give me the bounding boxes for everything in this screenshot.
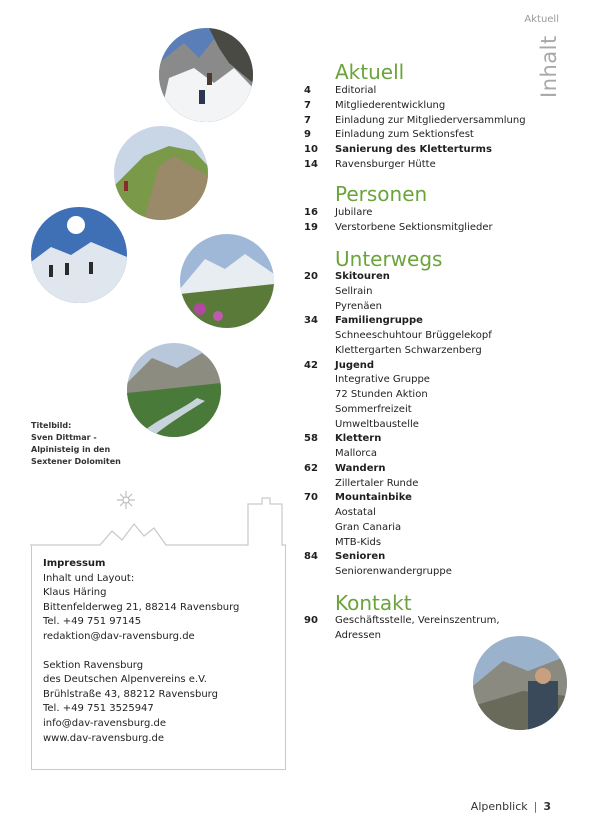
toc-entry[interactable] <box>304 388 428 402</box>
toc-entry[interactable] <box>304 462 386 476</box>
photo-ski-tour-sun <box>31 207 127 303</box>
toc-entry-title: Sommerfreizeit <box>335 403 412 415</box>
caption-line: Alpinisteig in den <box>31 445 111 454</box>
toc-entry-title: Senioren <box>335 551 386 563</box>
toc-page-number: 7 <box>304 99 311 111</box>
toc-entry[interactable] <box>304 314 423 328</box>
toc-entry-title: Mallorca <box>335 448 377 459</box>
toc-entry[interactable] <box>304 432 381 446</box>
toc-entry[interactable] <box>304 128 474 142</box>
caption-line: Titelbild: <box>31 421 72 430</box>
toc-entry-title: Ravensburger Hütte <box>335 158 436 170</box>
toc-entry-title: Einladung zur Mitgliederversammlung <box>335 114 526 126</box>
imprint-email[interactable]: info@dav-ravensburg.de <box>43 717 166 729</box>
section-title-kontakt: Kontakt <box>335 591 412 615</box>
toc-page-number: 34 <box>304 315 318 327</box>
toc-entry[interactable] <box>304 158 436 172</box>
section-title-personen: Personen <box>335 182 428 206</box>
toc-page-number: 42 <box>304 359 318 371</box>
toc-entry[interactable] <box>304 329 492 343</box>
photo-glacier-flowers <box>180 234 274 328</box>
toc-page-number: 70 <box>304 492 318 504</box>
toc-entry-title: Klettergarten Schwarzenberg <box>335 344 482 356</box>
toc-page-number: 4 <box>304 85 311 96</box>
section-title-aktuell: Aktuell <box>335 60 405 84</box>
imprint-title: Impressum <box>43 558 106 569</box>
toc-entry[interactable] <box>304 614 500 628</box>
imprint-line: Tel. +49 751 3525947 <box>43 703 154 715</box>
toc-entry-title: Einladung zum Sektionsfest <box>335 129 474 141</box>
toc-entry-title: Geschäftsstelle, Vereinszentrum, <box>335 615 500 626</box>
toc-entry[interactable] <box>304 536 381 550</box>
imprint-line: Brühlstraße 43, 88212 Ravensburg <box>43 688 218 700</box>
toc-entry-title: Adressen <box>335 629 381 641</box>
toc-entry[interactable] <box>304 418 419 432</box>
page-number: 3 <box>543 800 551 813</box>
toc-page-number: 9 <box>304 129 311 141</box>
imprint-line: Sektion Ravensburg <box>43 659 144 671</box>
imprint-website[interactable]: www.dav-ravensburg.de <box>43 732 165 744</box>
edelweiss-icon <box>117 491 135 509</box>
toc-page-number: 14 <box>304 158 318 170</box>
toc-entry-title: Sellrain <box>335 285 373 297</box>
toc-entry[interactable] <box>304 629 381 643</box>
toc-entry[interactable] <box>304 221 493 235</box>
toc-entry-title: Seniorenwandergruppe <box>335 566 452 577</box>
toc-entry[interactable] <box>304 84 376 98</box>
toc-entry[interactable] <box>304 143 492 157</box>
toc-entry-title: Wandern <box>335 462 386 474</box>
toc-entry[interactable] <box>304 447 377 461</box>
imprint-line: des Deutschen Alpenvereins e.V. <box>43 674 207 686</box>
toc-entry-title: Verstorbene Sektionsmitglieder <box>335 221 493 233</box>
caption-line: Sextener Dolomiten <box>31 457 121 466</box>
toc-entry[interactable] <box>304 550 385 564</box>
toc-entry[interactable] <box>304 270 390 284</box>
toc-page-number: 7 <box>304 114 311 126</box>
toc-entry[interactable] <box>304 285 372 299</box>
imprint-line: Inhalt und Layout: <box>43 572 135 584</box>
toc-entry[interactable] <box>304 565 452 579</box>
photo-valley-stream <box>127 343 221 437</box>
toc-entry-title: Editorial <box>335 85 377 96</box>
toc-entry[interactable] <box>304 373 430 387</box>
toc-entry-title: Klettern <box>335 433 382 445</box>
photo-snow-climb <box>159 28 253 122</box>
toc-page-number: 20 <box>304 271 318 282</box>
toc-entry-title: Integrative Gruppe <box>335 374 430 386</box>
toc-entry[interactable] <box>304 344 482 358</box>
section-label: Aktuell <box>524 14 559 25</box>
toc-page-number: 16 <box>304 207 318 218</box>
toc-entry-title: Pyrenäen <box>335 300 382 312</box>
toc-entry-title: Zillertaler Runde <box>335 477 419 489</box>
photo-mountain-rest <box>473 636 567 730</box>
toc-entry[interactable] <box>304 300 382 314</box>
imprint <box>43 557 239 746</box>
photo-ridge-hike <box>114 126 208 220</box>
toc-entry[interactable] <box>304 521 401 535</box>
imprint-line: Klaus Häring <box>43 587 107 599</box>
toc-page-number: 10 <box>304 144 318 155</box>
toc-entry[interactable] <box>304 506 376 520</box>
toc-entry-title: Aostatal <box>335 507 376 518</box>
toc-entry-title: Umweltbaustelle <box>335 418 419 430</box>
page-footer <box>471 800 551 813</box>
toc-entry[interactable] <box>304 491 412 505</box>
toc-entry[interactable] <box>304 403 412 417</box>
cover-caption <box>31 420 121 468</box>
toc-entry-title: Jubilare <box>335 207 373 218</box>
toc-page-number: 84 <box>304 551 318 563</box>
toc-entry-title: Sanierung des Kletterturms <box>335 144 492 155</box>
vertical-title <box>537 36 561 100</box>
toc-entry-title: Jugend <box>335 359 375 371</box>
toc-page-number: 19 <box>304 221 318 233</box>
toc-entry-title: Skitouren <box>335 271 390 282</box>
toc-entry[interactable] <box>304 99 445 113</box>
toc-entry[interactable] <box>304 359 374 373</box>
toc-page-number: 62 <box>304 462 318 474</box>
toc-entry-title: Familiengruppe <box>335 315 423 327</box>
mountain-house-line-art <box>30 488 286 548</box>
toc-page-number: 58 <box>304 433 318 445</box>
magazine-name: Alpenblick <box>470 800 528 813</box>
caption-line: Sven Dittmar - <box>31 433 97 442</box>
footer-separator: | <box>533 800 538 813</box>
section-title-unterwegs: Unterwegs <box>335 247 443 271</box>
toc-entry[interactable] <box>304 477 418 491</box>
imprint-line: Bittenfelderweg 21, 88214 Ravensburg <box>43 601 240 613</box>
toc-entry[interactable] <box>304 114 526 128</box>
toc-entry-title: Gran Canaria <box>335 521 402 533</box>
imprint-email[interactable]: redaktion@dav-ravensburg.de <box>43 630 195 642</box>
toc-page-number: 90 <box>304 615 318 626</box>
toc-entry-title: Schneeschuhtour Brüggelekopf <box>335 330 492 341</box>
imprint-line: Tel. +49 751 97145 <box>43 616 142 628</box>
toc-entry-title: 72 Stunden Aktion <box>335 389 428 400</box>
toc-entry-title: Mountainbike <box>335 492 412 504</box>
toc-entry[interactable] <box>304 206 372 220</box>
toc-entry-title: MTB-Kids <box>335 536 382 548</box>
vertical-title-text: Inhalt <box>537 35 561 98</box>
toc-entry-title: Mitgliederentwicklung <box>335 99 446 111</box>
